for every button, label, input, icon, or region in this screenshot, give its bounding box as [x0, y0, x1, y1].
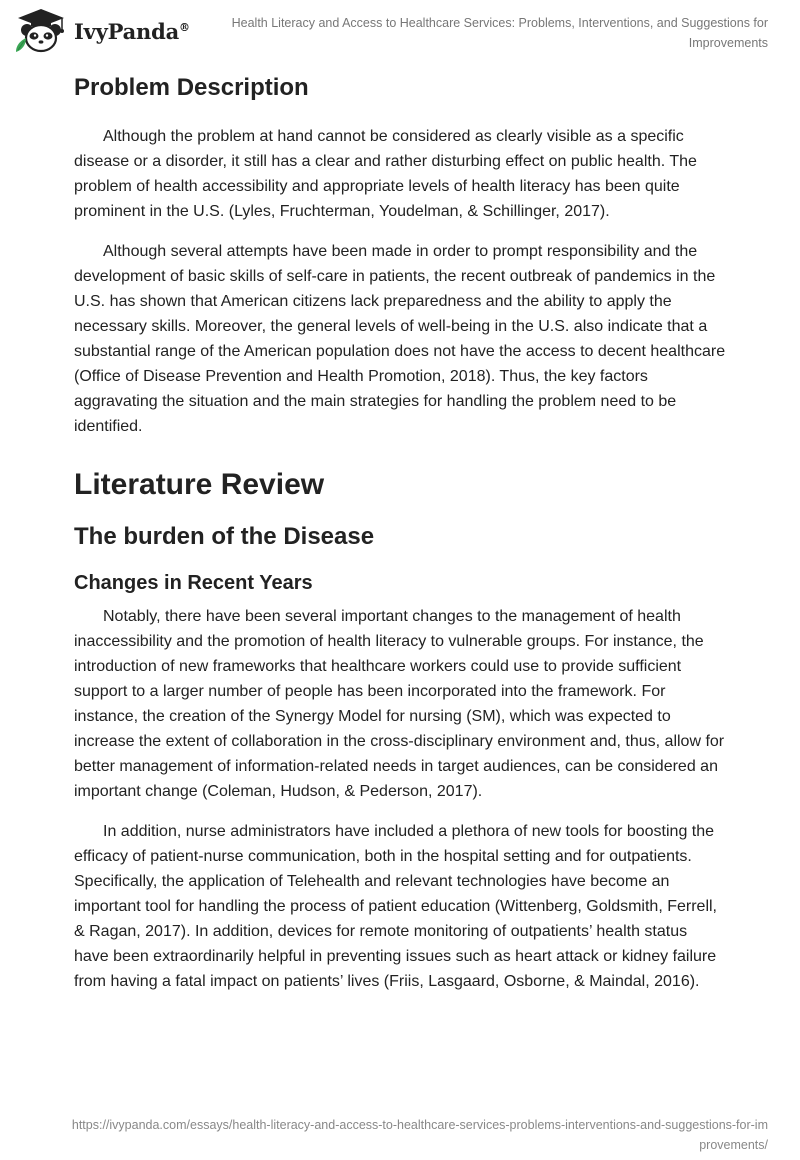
problem-description-heading: Problem Description: [74, 74, 309, 101]
paragraph: Although several attempts have been made in order to prompt responsibility and the development of basic skills of self-care in patients, the recent outbreak of pandemics in the U.S. has shown that American citizens lack preparedness and the ability to apply the necessary skills. Moreover, the general levels of well-being in the U.S. also indicate that a substantial range of the American population does not have the access to decent healthcare (Office of Disease Prevention and Health Promotion, 2018). Thus, the key factors aggravating the situation and the main strategies for handling the problem need to be identified.: [74, 243, 726, 435]
page-header: [0, 0, 800, 60]
paragraph: In addition, nurse administrators have included a plethora of new tools for boosting the efficacy of patient-nurse communication, both in the hospital setting and for outpatients. Specifically, the application of Telehealth and relevant technologies have become an important tool for handling the process of patient education (Wittenberg, Goldsmith, Ferrell, & Ragan, 2017). In addition, devices for remote monitoring of outpatients’ health status have been extraordinarily helpful in preventing issues such as heart attack or kidney failure from having a fatal impact on patients’ lives (Friis, Lasgaard, Osborne, & Maindal, 2016).: [74, 823, 717, 990]
paragraph: Notably, there have been several important changes to the management of health inaccessibility and the promotion of health literacy to vulnerable groups. For instance, the introduction of new frameworks that healthcare workers could use to provide sufficient support to a larger number of people has been incorporated into the framework. For instance, the creation of the Synergy Model for nursing (SM), which was expected to increase the extent of collaboration in the cross-disciplinary environment and, thus, allow for better management of information-related needs in target audiences, can be considered an important change (Coleman, Hudson, & Pederson, 2017).: [74, 608, 725, 800]
paragraph: Although the problem at hand cannot be considered as clearly visible as a specific disease or a disorder, it still has a clear and rather disturbing effect on public health. The problem of health accessibility and appropriate levels of health literacy has been quite prominent in the U.S. (Lyles, Fruchterman, Youdelman, & Schillinger, 2017).: [74, 128, 697, 220]
document-title: Health Literacy and Access to Healthcare Services: Problems, Interventions, and Suggestions for Improvements: [231, 16, 768, 50]
literature-review-heading: Literature Review: [74, 468, 325, 501]
source-url[interactable]: https://ivypanda.com/essays/health-literacy-and-access-to-healthcare-services-problems-interventions-and-suggestions-for-improvements/: [71, 1118, 768, 1152]
changes-in-recent-years-heading: Changes in Recent Years: [74, 572, 313, 594]
brand-name: IvyPanda®: [74, 18, 190, 44]
burden-of-disease-heading: The burden of the Disease: [74, 523, 375, 550]
ivypanda-logo[interactable]: [12, 8, 190, 54]
article-body: [74, 71, 726, 994]
panda-graduate-icon: [12, 8, 70, 54]
